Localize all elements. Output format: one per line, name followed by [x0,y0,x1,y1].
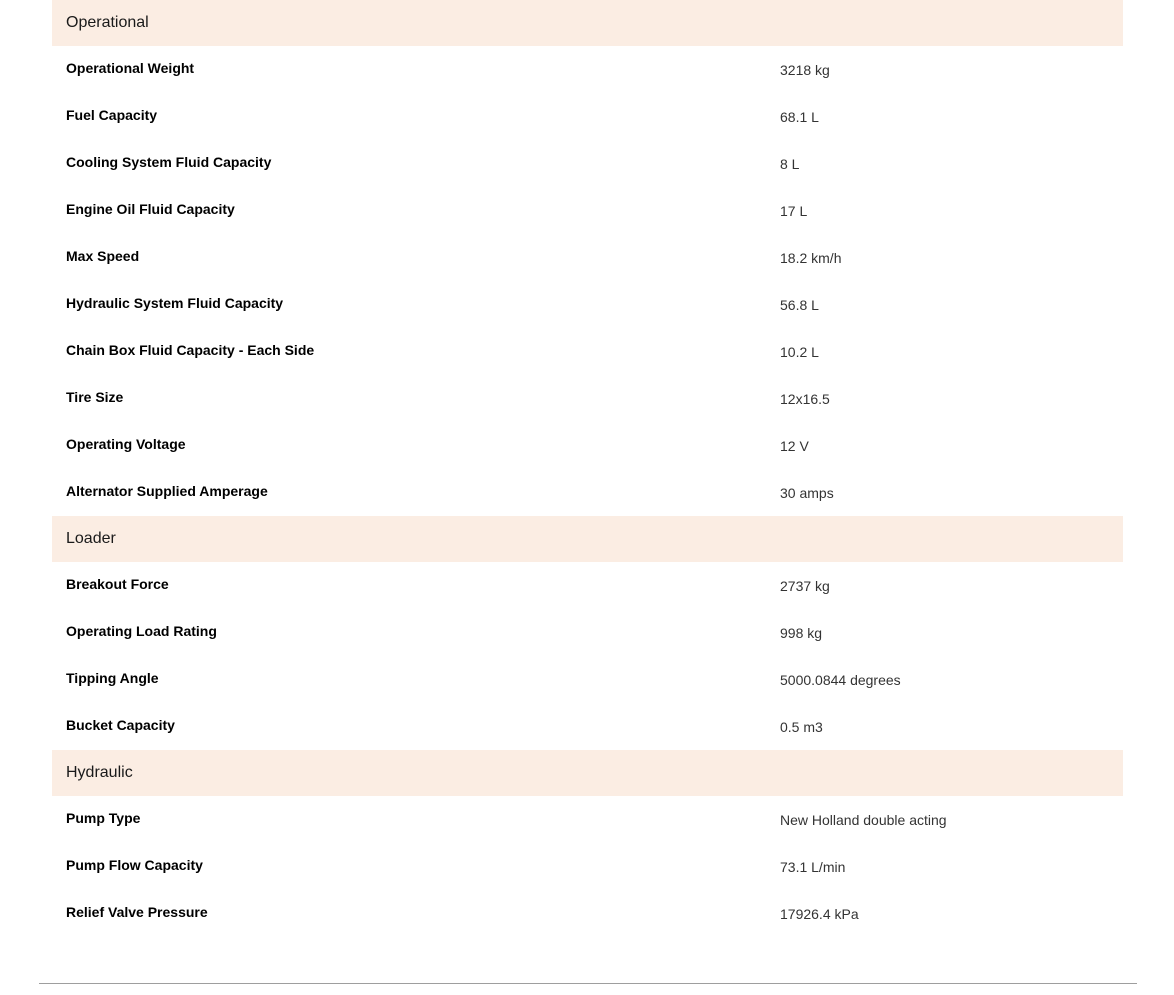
spec-row [52,609,1123,656]
spec-row [52,890,1123,937]
spec-value: 30 amps [780,485,834,501]
spec-row [52,375,1123,422]
section-title: Operational [66,14,149,31]
spec-value: 998 kg [780,625,823,641]
spec-label: Pump Flow Capacity [66,857,203,873]
spec-value: 12x16.5 [780,391,830,407]
spec-label: Alternator Supplied Amperage [66,483,268,499]
spec-value: 2737 kg [780,578,830,594]
spec-value: 18.2 km/h [780,250,842,266]
spec-label: Operating Voltage [66,436,186,452]
spec-row [52,796,1123,843]
spec-label: Engine Oil Fluid Capacity [66,201,235,217]
spec-label: Max Speed [66,248,140,264]
spec-row [52,140,1123,187]
spec-label: Hydraulic System Fluid Capacity [66,295,284,311]
spec-value: 17 L [780,203,808,219]
spec-row [52,469,1123,516]
spec-label: Operating Load Rating [66,623,217,639]
spec-label: Breakout Force [66,576,169,592]
section-title: Hydraulic [66,764,133,781]
spec-row [52,281,1123,328]
spec-label: Fuel Capacity [66,107,158,123]
spec-label: Operational Weight [66,60,195,76]
spec-row [52,234,1123,281]
spec-row [52,562,1123,609]
section-title: Loader [66,530,116,547]
spec-label: Tire Size [66,389,124,405]
spec-value: 73.1 L/min [780,859,846,875]
spec-value: 17926.4 kPa [780,906,859,922]
spec-row [52,843,1123,890]
spec-label: Relief Valve Pressure [66,904,208,920]
spec-label: Cooling System Fluid Capacity [66,154,272,170]
spec-label: Bucket Capacity [66,717,175,733]
spec-value: 12 V [780,438,809,454]
section-header-hydraulic [52,750,1123,796]
spec-value: 68.1 L [780,109,819,125]
section-header-operational [52,0,1123,46]
spec-row [52,93,1123,140]
spec-row [52,328,1123,375]
spec-row [52,187,1123,234]
spec-value: 5000.0844 degrees [780,672,901,688]
spec-value: 10.2 L [780,344,819,360]
spec-value: 3218 kg [780,62,830,78]
spec-value: 8 L [780,156,800,172]
spec-value: 56.8 L [780,297,819,313]
spec-row [52,656,1123,703]
spec-row [52,46,1123,93]
spec-label: Tipping Angle [66,670,159,686]
spec-label: Chain Box Fluid Capacity - Each Side [66,342,315,358]
footer-divider [39,983,1137,984]
spec-table [52,0,1123,937]
spec-row [52,703,1123,750]
spec-label: Pump Type [66,810,141,826]
spec-value: 0.5 m3 [780,719,823,735]
spec-value: New Holland double acting [780,812,947,828]
spec-row [52,422,1123,469]
section-header-loader [52,516,1123,562]
